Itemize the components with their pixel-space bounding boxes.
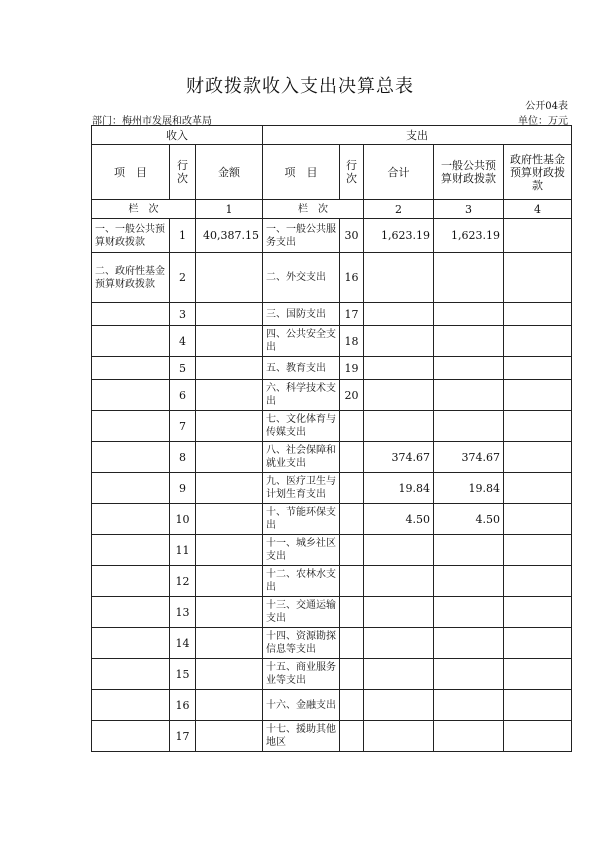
general-budget-cell [434,690,504,721]
income-item-cell [92,597,170,628]
fund-budget-cell [504,326,572,357]
table-row [92,219,572,253]
expense-line-cell: 30 [340,219,364,253]
table-row [92,628,572,659]
col-index-3: 3 [434,200,504,219]
fund-budget-cell [504,690,572,721]
col-index-1: 1 [196,200,263,219]
income-item-cell [92,504,170,535]
amount-cell [196,597,263,628]
amount-cell [196,442,263,473]
total-cell: 1,623.19 [364,219,434,253]
amount-cell [196,566,263,597]
amount-cell [196,380,263,411]
total-cell [364,411,434,442]
total-cell [364,628,434,659]
table-row [92,597,572,628]
expense-line-cell [340,566,364,597]
amount-cell [196,357,263,380]
income-line-header: 行次 [170,145,196,200]
total-cell [364,303,434,326]
total-cell: 374.67 [364,442,434,473]
expense-item-cell: 一、一般公共服务支出 [263,219,340,253]
expense-line-cell [340,597,364,628]
expense-item-cell: 十六、金融支出 [263,690,340,721]
amount-cell [196,303,263,326]
expense-line-cell [340,442,364,473]
general-budget-cell [434,659,504,690]
expense-line-header: 行次 [340,145,364,200]
income-header: 收入 [92,126,263,145]
total-cell [364,659,434,690]
fund-budget-cell [504,253,572,303]
column-header-row [92,145,572,200]
fund-budget-cell [504,628,572,659]
column-index-row [92,200,572,219]
expense-line-cell: 18 [340,326,364,357]
total-cell [364,535,434,566]
table-row [92,411,572,442]
expense-item-cell: 八、社会保障和就业支出 [263,442,340,473]
budget-table [91,125,572,752]
amount-cell [196,721,263,752]
general-budget-cell [434,253,504,303]
expense-line-cell: 19 [340,357,364,380]
expense-item-cell: 三、国防支出 [263,303,340,326]
income-item-cell: 二、政府性基金预算财政拨款 [92,253,170,303]
income-line-cell: 1 [170,219,196,253]
expense-line-cell [340,628,364,659]
form-code: 公开04表 [525,101,568,112]
section-header-row [92,126,572,145]
fund-budget-header: 政府性基金预算财政拨款 [504,145,572,200]
total-cell [364,380,434,411]
expense-line-cell [340,504,364,535]
income-item-cell [92,628,170,659]
general-budget-cell [434,535,504,566]
general-budget-cell [434,411,504,442]
total-header: 合计 [364,145,434,200]
amount-cell [196,535,263,566]
table-row [92,303,572,326]
income-line-cell: 9 [170,473,196,504]
income-line-cell: 14 [170,628,196,659]
amount-cell [196,690,263,721]
income-item-cell [92,357,170,380]
general-budget-cell: 1,623.19 [434,219,504,253]
expense-line-cell [340,411,364,442]
amount-cell [196,473,263,504]
expense-line-cell: 16 [340,253,364,303]
expense-line-cell [340,535,364,566]
general-budget-cell [434,326,504,357]
income-item-cell [92,566,170,597]
income-line-cell: 6 [170,380,196,411]
income-line-cell: 10 [170,504,196,535]
income-item-cell [92,721,170,752]
income-line-cell: 2 [170,253,196,303]
income-item-cell [92,411,170,442]
general-budget-cell: 374.67 [434,442,504,473]
table-row [92,380,572,411]
income-line-cell: 7 [170,411,196,442]
expense-item-cell: 五、教育支出 [263,357,340,380]
total-cell [364,690,434,721]
income-line-cell: 4 [170,326,196,357]
table-row [92,442,572,473]
general-budget-cell [434,357,504,380]
table-row [92,504,572,535]
expense-item-cell: 七、文化体育与传媒支出 [263,411,340,442]
table-row [92,690,572,721]
fund-budget-cell [504,411,572,442]
income-line-cell: 12 [170,566,196,597]
total-cell [364,721,434,752]
fund-budget-cell [504,597,572,628]
total-cell [364,253,434,303]
fund-budget-cell [504,357,572,380]
expense-line-cell: 20 [340,380,364,411]
expense-item-header: 项 目 [263,145,340,200]
fund-budget-cell [504,659,572,690]
col-index-2: 2 [364,200,434,219]
amount-cell [196,326,263,357]
fund-budget-cell [504,303,572,326]
income-line-cell: 3 [170,303,196,326]
total-cell [364,357,434,380]
department-label: 部门：梅州市发展和改革局 [92,116,212,127]
income-item-cell [92,380,170,411]
table-row [92,357,572,380]
general-budget-cell [434,628,504,659]
income-item-cell [92,326,170,357]
fund-budget-cell [504,380,572,411]
table-row [92,535,572,566]
total-cell: 19.84 [364,473,434,504]
general-budget-header: 一般公共预算财政拨款 [434,145,504,200]
income-item-cell [92,303,170,326]
expense-item-cell: 二、外交支出 [263,253,340,303]
general-budget-cell [434,380,504,411]
amount-cell [196,411,263,442]
expense-item-cell: 十、节能环保支出 [263,504,340,535]
expense-line-cell [340,721,364,752]
expense-item-cell: 六、科学技术支出 [263,380,340,411]
general-budget-cell: 4.50 [434,504,504,535]
income-line-cell: 15 [170,659,196,690]
expense-line-cell [340,659,364,690]
income-item-cell: 一、一般公共预算财政拨款 [92,219,170,253]
income-line-cell: 11 [170,535,196,566]
amount-cell [196,253,263,303]
table-row [92,326,572,357]
total-cell [364,597,434,628]
expense-item-cell: 十四、资源勘探信息等支出 [263,628,340,659]
fund-budget-cell [504,566,572,597]
expense-line-cell: 17 [340,303,364,326]
income-line-cell: 5 [170,357,196,380]
expense-item-cell: 四、公共安全支出 [263,326,340,357]
fund-budget-cell [504,442,572,473]
expense-item-cell: 十七、援助其他地区 [263,721,340,752]
table-row [92,721,572,752]
fund-budget-cell [504,473,572,504]
expense-line-cell [340,690,364,721]
expense-item-cell: 十五、商业服务业等支出 [263,659,340,690]
table-row [92,566,572,597]
income-line-cell: 8 [170,442,196,473]
amount-header: 金额 [196,145,263,200]
income-line-cell: 17 [170,721,196,752]
expense-item-cell: 十二、农林水支出 [263,566,340,597]
expense-item-cell: 十一、城乡社区支出 [263,535,340,566]
income-item-cell [92,690,170,721]
income-item-header: 项 目 [92,145,170,200]
income-item-cell [92,535,170,566]
table-row [92,253,572,303]
general-budget-cell [434,566,504,597]
income-item-cell [92,442,170,473]
page-title: 财政拨款收入支出决算总表 [186,76,414,97]
amount-cell: 40,387.15 [196,219,263,253]
general-budget-cell [434,721,504,752]
table-row [92,473,572,504]
fund-budget-cell [504,535,572,566]
total-cell [364,326,434,357]
income-item-cell [92,473,170,504]
general-budget-cell [434,597,504,628]
fund-budget-cell [504,504,572,535]
total-cell [364,566,434,597]
income-line-cell: 13 [170,597,196,628]
expense-item-cell: 九、医疗卫生与计划生育支出 [263,473,340,504]
unit-label: 单位：万元 [518,116,568,127]
amount-cell [196,659,263,690]
col-index-label: 栏 次 [92,200,196,219]
table-row [92,659,572,690]
col-index-4: 4 [504,200,572,219]
fund-budget-cell [504,219,572,253]
expense-header: 支出 [263,126,572,145]
income-item-cell [92,659,170,690]
col-index-label-2: 栏 次 [263,200,364,219]
expense-line-cell [340,473,364,504]
fund-budget-cell [504,721,572,752]
income-line-cell: 16 [170,690,196,721]
expense-item-cell: 十三、交通运输支出 [263,597,340,628]
amount-cell [196,628,263,659]
general-budget-cell [434,303,504,326]
amount-cell [196,504,263,535]
general-budget-cell: 19.84 [434,473,504,504]
total-cell: 4.50 [364,504,434,535]
